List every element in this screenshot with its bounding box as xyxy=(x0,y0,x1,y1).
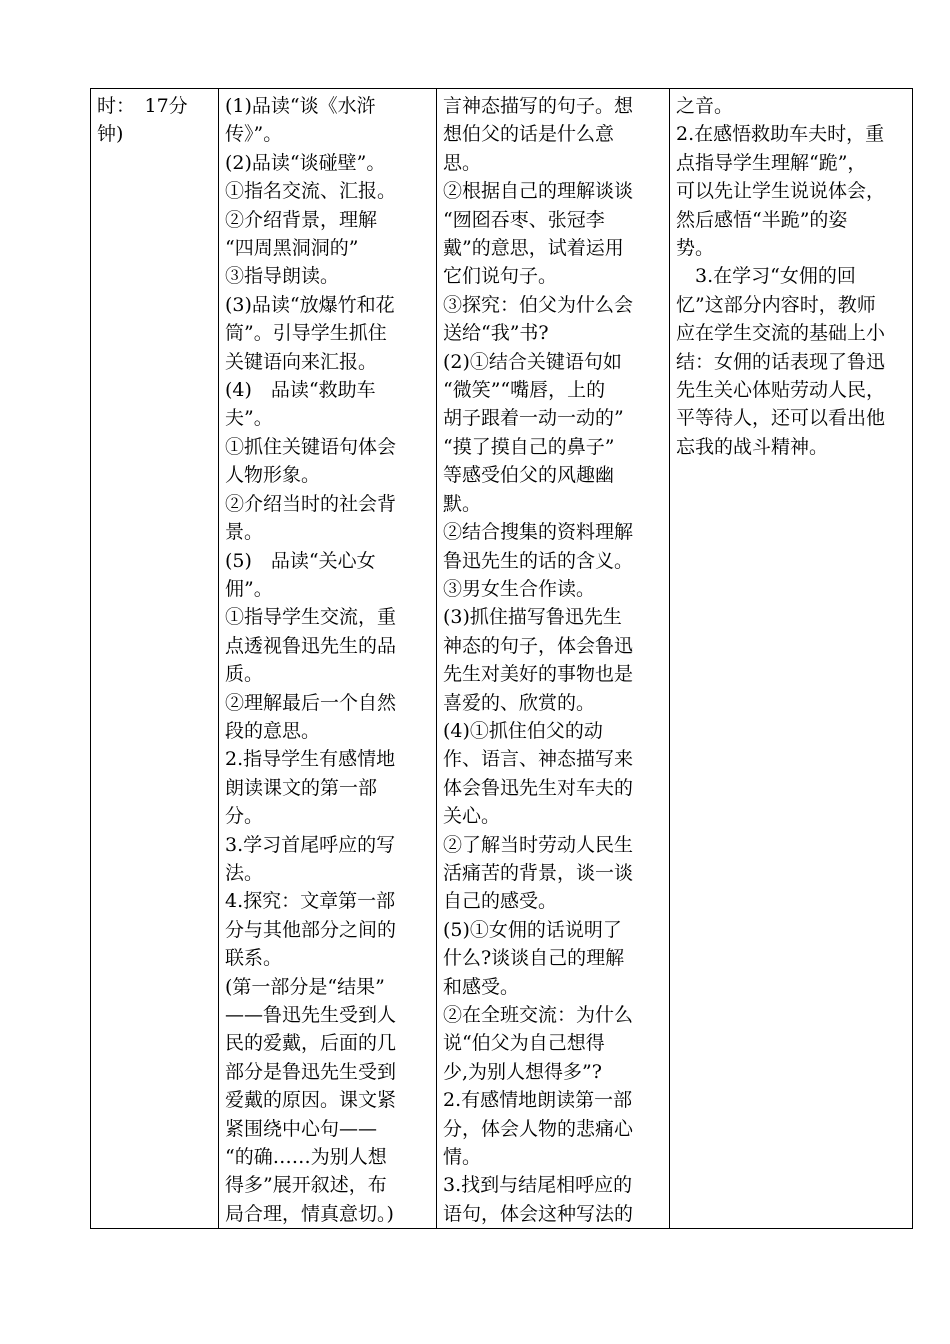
time-column-cell xyxy=(91,89,219,1229)
text-line: ②根据自己的理解谈谈 xyxy=(443,180,634,203)
text-line: 部分是鲁迅先生受到 xyxy=(225,1060,397,1083)
text-line: 点指导学生理解“跪”， xyxy=(676,151,867,174)
text-line: ③男女生合作读。 xyxy=(443,577,596,600)
text-line: 结：女佣的话表现了鲁迅 xyxy=(676,350,886,373)
table-row xyxy=(91,89,913,1229)
text-line: (5)①女佣的话说明了 xyxy=(443,918,622,941)
text-line: 先生关心体贴劳动人民， xyxy=(676,379,886,402)
text-line: 体会鲁迅先生对车夫的 xyxy=(443,776,634,799)
text-line: 之音。 xyxy=(676,95,734,117)
text-line: 自己的感受。 xyxy=(443,890,558,913)
text-line: 朗读课文的第一部 xyxy=(225,776,378,799)
text-line: ②介绍背景，理解 xyxy=(225,208,378,231)
text-line: 等感受伯父的风趣幽 xyxy=(443,464,615,487)
text-line: “的确……为别人想 xyxy=(225,1146,387,1169)
text-line: 分与其他部分之间的 xyxy=(225,918,397,941)
design-intent-cell xyxy=(670,89,913,1229)
text-line: (4)①抓住伯父的动 xyxy=(443,719,603,742)
text-line: 喜爱的、欣赏的。 xyxy=(443,691,596,714)
text-line: 忘我的战斗精神。 xyxy=(676,435,829,458)
text-line: 佣”。 xyxy=(225,577,273,600)
text-line: 分。 xyxy=(225,805,264,828)
text-line: 送给“我”书? xyxy=(443,322,549,345)
text-line: 然后感悟“半跪”的姿 xyxy=(676,208,848,231)
text-line: ②在全班交流：为什么 xyxy=(443,1004,634,1026)
text-line: 平等待人，还可以看出他 xyxy=(676,407,886,430)
text-line: “微笑”“嘴唇，上的 xyxy=(443,379,606,402)
text-line: (5) 品读“关心女 xyxy=(225,549,376,572)
text-line: 神态的句子，体会鲁迅 xyxy=(443,634,634,657)
text-line: 忆”这部分内容时，教师 xyxy=(676,293,876,316)
text-line: 质。 xyxy=(225,663,264,686)
text-line: ①指名交流、汇报。 xyxy=(225,180,397,203)
teacher-activity-cell xyxy=(219,89,437,1229)
text-line: ①指导学生交流，重 xyxy=(225,606,397,629)
text-line: (1)品读“谈《水浒 xyxy=(225,95,376,117)
text-line: 4.探究：文章第一部 xyxy=(225,890,396,913)
text-line: 想伯父的话是什么意 xyxy=(443,123,615,146)
text-line: ②介绍当时的社会背 xyxy=(225,492,397,515)
text-line: (4) 品读“救助车 xyxy=(225,379,376,402)
text-line: (第一部分是“结果” xyxy=(225,975,385,998)
text-line: (2)品读“谈碰壁”。 xyxy=(225,151,386,174)
text-line: “四周黑洞洞的” xyxy=(225,237,359,260)
text-line: ③探究：伯父为什么会 xyxy=(443,293,634,316)
text-line: 什么?谈谈自己的理解 xyxy=(443,947,625,970)
text-line: 3.学习首尾呼应的写 xyxy=(225,833,396,856)
text-line: 作、语言、神态描写来 xyxy=(443,748,634,771)
text-line: 爱戴的原因。课文紧 xyxy=(225,1089,397,1112)
text-line: 传》”。 xyxy=(225,123,283,146)
text-line: (3)抓住描写鲁迅先生 xyxy=(443,606,622,629)
text-line: 活痛苦的背景，谈一谈 xyxy=(443,861,634,884)
text-line: 情。 xyxy=(443,1146,482,1169)
text-line: 言神态描写的句子。想 xyxy=(443,95,634,117)
text-line: ②结合搜集的资料理解 xyxy=(443,521,634,544)
text-line: 法。 xyxy=(225,861,264,884)
text-line: 戴”的意思，试着运用 xyxy=(443,237,624,260)
text-line: 景。 xyxy=(225,521,264,544)
text-line: 2.指导学生有感情地 xyxy=(225,748,396,771)
text-line: 点透视鲁迅先生的品 xyxy=(225,634,397,657)
text-line: “囫囵吞枣、张冠李 xyxy=(443,208,605,231)
text-line: 3.在学习“女佣的回 xyxy=(676,265,856,288)
text-line: ①抓住关键语句体会 xyxy=(225,435,397,458)
text-line: (3)品读“放爆竹和花 xyxy=(225,293,395,316)
text-line: 关键语向来汇报。 xyxy=(225,350,378,373)
text-line: ③指导朗读。 xyxy=(225,265,340,288)
text-line: 少,为别人想得多”? xyxy=(443,1060,602,1083)
text-line: 钟) xyxy=(97,123,124,146)
text-line: 联系。 xyxy=(225,947,283,970)
text-line: 紧围绕中心句—— xyxy=(225,1117,378,1140)
text-line: 关心。 xyxy=(443,805,501,828)
text-line: 鲁迅先生的话的含义。 xyxy=(443,549,634,572)
text-line: 3.找到与结尾相呼应的 xyxy=(443,1174,633,1197)
text-line: 2.在感悟救助车夫时，重 xyxy=(676,123,885,146)
text-line: “摸了摸自己的鼻子” xyxy=(443,435,615,458)
text-line: 时： 17分 xyxy=(97,95,188,117)
text-line: ②了解当时劳动人民生 xyxy=(443,833,634,856)
text-line: ②理解最后一个自然 xyxy=(225,691,397,714)
text-line: (2)①结合关键语句如 xyxy=(443,350,622,373)
text-line: 分，体会人物的悲痛心 xyxy=(443,1117,634,1140)
text-line: 思。 xyxy=(443,151,482,174)
text-line: 段的意思。 xyxy=(225,719,321,742)
text-line: 2.有感情地朗读第一部 xyxy=(443,1089,633,1112)
text-line: 它们说句子。 xyxy=(443,265,558,288)
text-line: 和感受。 xyxy=(443,975,520,998)
text-line: 可以先让学生说说体会， xyxy=(676,180,886,203)
text-line: 势。 xyxy=(676,237,715,260)
text-line: ——鲁迅先生受到人 xyxy=(225,1004,397,1026)
text-line: 应在学生交流的基础上小 xyxy=(676,322,886,345)
text-line: 默。 xyxy=(443,492,482,515)
text-line: 民的爱戴，后面的几 xyxy=(225,1032,397,1055)
text-line: 局合理，情真意切。) xyxy=(225,1202,394,1225)
text-line: 胡子跟着一动一动的” xyxy=(443,407,624,430)
text-line: 先生对美好的事物也是 xyxy=(443,663,634,686)
text-line: 筒”。引导学生抓住 xyxy=(225,322,387,345)
text-line: 得多”展开叙述，布 xyxy=(225,1174,387,1197)
text-line: 说“伯父为自己想得 xyxy=(443,1032,605,1055)
text-line: 语句，体会这种写法的 xyxy=(443,1202,634,1225)
student-activity-cell xyxy=(437,89,670,1229)
lesson-plan-table xyxy=(90,88,913,1229)
text-line: 人物形象。 xyxy=(225,464,321,487)
text-line: 夫”。 xyxy=(225,407,273,430)
